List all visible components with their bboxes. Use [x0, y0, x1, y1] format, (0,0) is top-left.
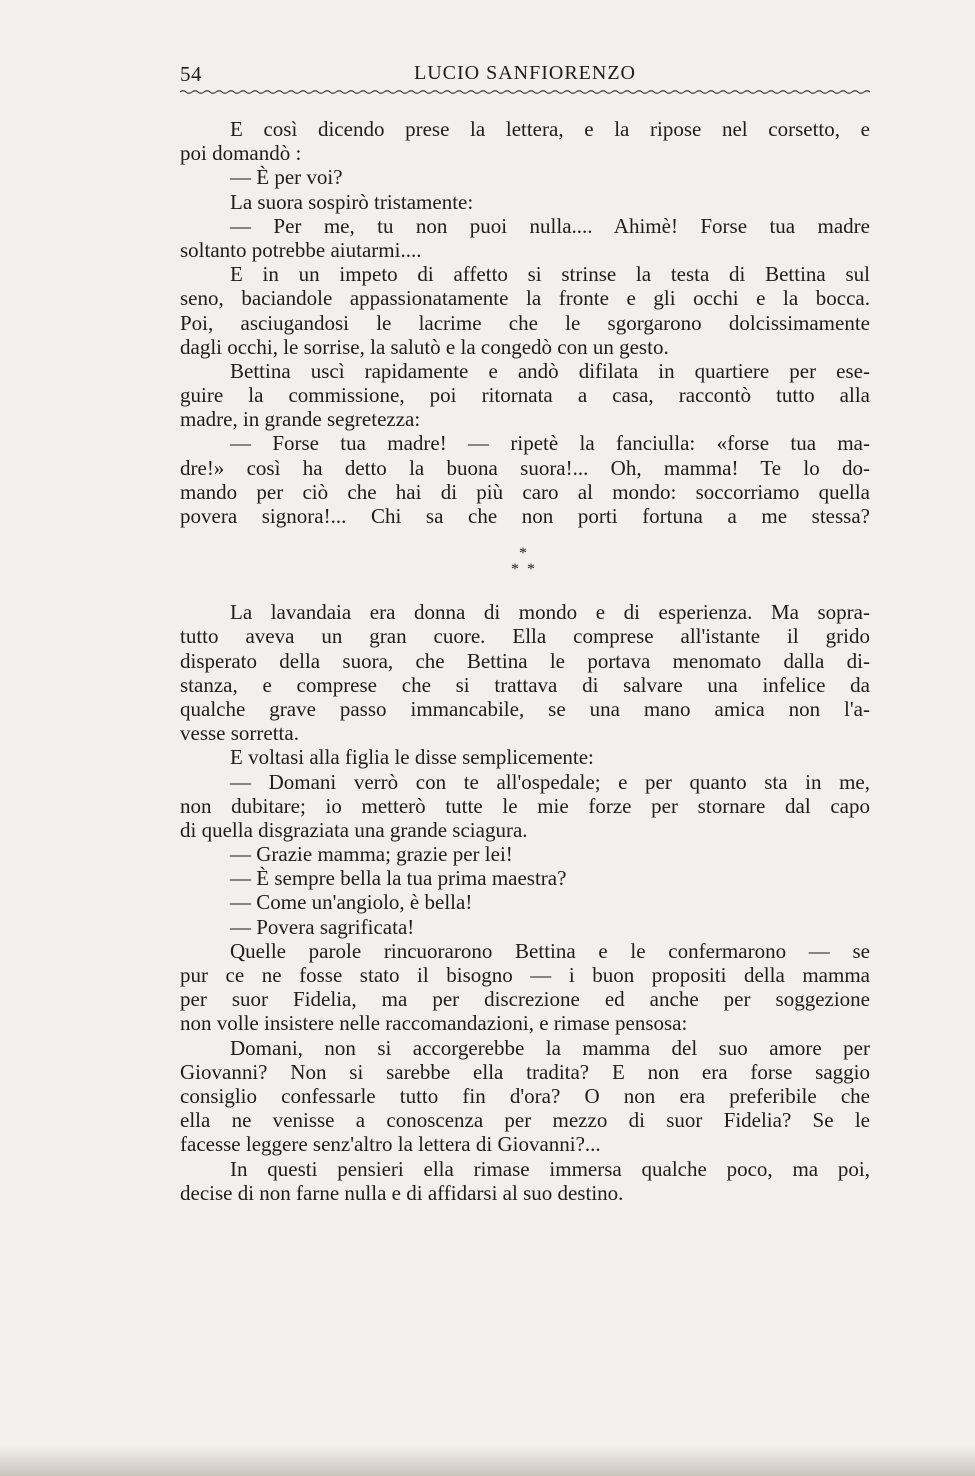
page-edge — [0, 1446, 975, 1476]
text-line: — Grazie mamma; grazie per lei! — [230, 842, 513, 867]
asterism-star: * — [519, 545, 527, 563]
text-line: Domani, non si accorgerebbe la mamma del suo amore per — [230, 1035, 870, 1060]
text-line: per suor Fidelia, ma per discrezione ed anche per soggezione — [180, 987, 870, 1012]
text-line: La lavandaia era donna di mondo e di esperienza. Ma sopra- — [230, 600, 870, 625]
text-line: — È per voi? — [230, 165, 343, 190]
text-line: guire la commissione, poi ritornata a casa, raccontò tutto alla — [180, 383, 870, 408]
text-line: facesse leggere senz'altro la lettera di Giovanni?... — [180, 1132, 601, 1157]
text-line: tutto aveva un gran cuore. Ella comprese all'istante il grido — [180, 624, 870, 649]
text-line: non volle insistere nelle raccomandazioni, e rimase pensosa: — [180, 1011, 688, 1036]
text-line: — Per me, tu non puoi nulla.... Ahimè! Forse tua madre — [230, 213, 870, 238]
text-line: soltanto potrebbe aiutarmi.... — [180, 237, 422, 262]
text-line: Poi, asciugandosi le lacrime che le sgorgarono dolcissimamente — [180, 310, 870, 335]
asterism-star: * — [527, 561, 535, 579]
text-line: — Povera sagrificata! — [230, 914, 415, 939]
asterism-star: * — [511, 561, 519, 579]
text-line: E voltasi alla figlia le disse semplicemente: — [230, 745, 594, 770]
text-line: poi domandò : — [180, 141, 302, 166]
text-line: — Forse tua madre! — ripetè la fanciulla: «forse tua ma- — [230, 431, 870, 456]
text-line: pur ce ne fosse stato il bisogno — i buon propositi della mamma — [180, 963, 870, 987]
text-line: Giovanni? Non si sarebbe ella tradita? E non era forse saggio — [180, 1059, 870, 1084]
body-text — [180, 117, 870, 1205]
text-line: non dubitare; io metterò tutte le mie forze per stornare dal capo — [180, 793, 870, 818]
page-header — [180, 62, 870, 102]
wavy-rule — [180, 88, 870, 96]
text-line: dre!» così ha detto la buona suora!... Oh, mamma! Te lo do- — [180, 455, 870, 480]
running-head: LUCIO SANFIORENZO — [414, 62, 636, 84]
text-line: decise di non farne nulla e di affidarsi al suo destino. — [180, 1180, 624, 1205]
page-number: 54 — [180, 62, 202, 86]
text-line: — È sempre bella la tua prima maestra? — [230, 866, 567, 891]
text-line: seno, baciandole appassionatamente la fronte e gli occhi e la bocca. — [180, 286, 870, 311]
text-line: — Domani verrò con te all'ospedale; e per quanto sta in me, — [230, 769, 870, 794]
text-line: La suora sospirò tristamente: — [230, 189, 474, 214]
text-line: qualche grave passo immancabile, se una mano amica non l'a- — [180, 696, 870, 721]
text-line: vesse sorretta. — [180, 721, 299, 746]
text-line: ella ne venisse a conoscenza per mezzo di suor Fidelia? Se le — [180, 1108, 870, 1133]
text-line: consiglio confessarle tutto fin d'ora? O non era preferibile che — [180, 1083, 870, 1108]
text-line: dagli occhi, le sorrise, la salutò e la congedò con un gesto. — [180, 334, 669, 359]
text-line: stanza, e comprese che si trattava di salvare una infelice da — [180, 672, 870, 697]
text-line: madre, in grande segretezza: — [180, 407, 421, 432]
section-break-ornament — [180, 528, 870, 600]
text-line: E in un impeto di affetto si strinse la testa di Bettina sul — [230, 262, 870, 287]
text-line: — Come un'angiolo, è bella! — [230, 890, 473, 915]
text-line: di quella disgraziata una grande sciagura. — [180, 817, 528, 842]
text-line: Quelle parole rincuorarono Bettina e le confermarono — se — [230, 938, 870, 963]
text-line: povera signora!... Chi sa che non porti fortuna a me stessa? — [180, 504, 870, 528]
text-line: mando per ciò che hai di più caro al mondo: soccorriamo quella — [180, 479, 870, 504]
text-line: disperato della suora, che Bettina le portava menomato dalla di- — [180, 648, 870, 673]
text-line: E così dicendo prese la lettera, e la ripose nel corsetto, e — [230, 117, 870, 141]
text-line: In questi pensieri ella rimase immersa qualche poco, ma poi, — [230, 1156, 870, 1181]
text-line: Bettina uscì rapidamente e andò difilata in quartiere per ese- — [230, 358, 870, 383]
